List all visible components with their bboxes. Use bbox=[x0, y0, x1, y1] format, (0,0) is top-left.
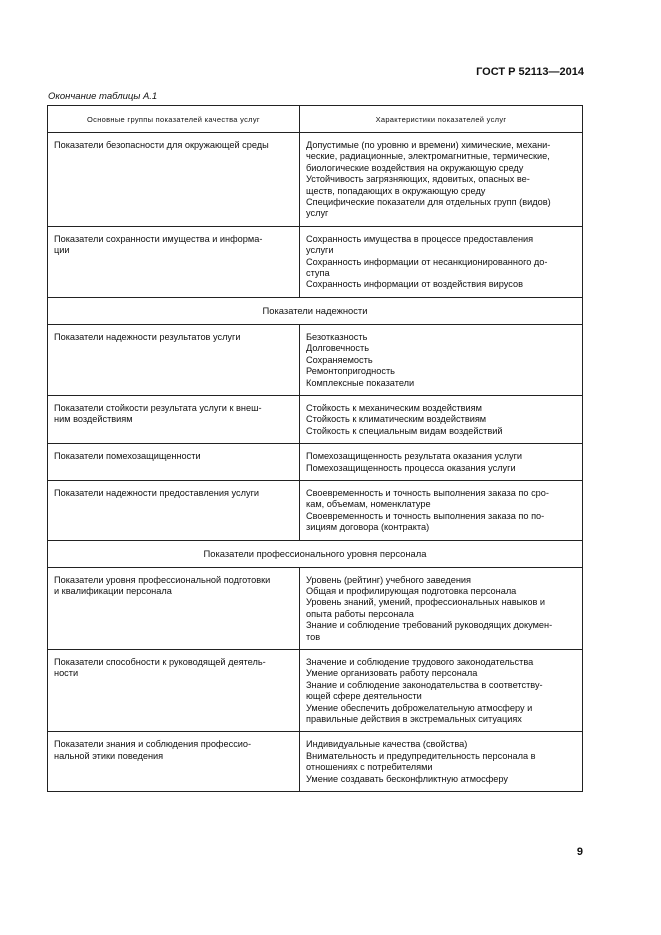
indicator-characteristics-cell bbox=[300, 226, 583, 297]
characteristic-text: зициям договора (контракта) bbox=[306, 522, 430, 533]
indicator-group-text: и квалификации персонала bbox=[54, 585, 172, 596]
indicator-group-cell bbox=[48, 650, 300, 732]
section-title: Показатели профессионального уровня персонала bbox=[48, 540, 583, 567]
characteristic-text: Безотказность bbox=[306, 331, 368, 342]
characteristic-text: Сохранность информации от несанкционированного до- bbox=[306, 256, 548, 267]
characteristic-text: Стойкость к климатическим воздействиям bbox=[306, 414, 487, 425]
characteristic-text: Уровень знаний, умений, профессиональных навыков и bbox=[306, 597, 546, 608]
section-row bbox=[48, 297, 583, 324]
indicator-group-text: Показатели способности к руководящей деятель- bbox=[54, 657, 266, 667]
characteristic-text: Уровень (рейтинг) учебного заведения bbox=[306, 574, 472, 585]
characteristic-text: отношениях с потребителями bbox=[306, 762, 433, 773]
indicator-group-cell bbox=[48, 324, 300, 395]
indicator-group-text: Показатели безопасности для окружающей среды bbox=[54, 140, 269, 150]
table-row bbox=[48, 650, 583, 732]
characteristic-text: Умение организовать работу персонала bbox=[306, 668, 478, 679]
indicator-group-text: нальной этики поведения bbox=[54, 750, 164, 761]
characteristic-text: Внимательность и предупредительность персонала в bbox=[306, 750, 536, 761]
page-number: 9 bbox=[576, 846, 583, 858]
characteristic-text: Знание и соблюдение требований руководящих докумен- bbox=[306, 620, 553, 631]
characteristic-text: биологические воздействия на окружающую среду bbox=[306, 162, 524, 173]
table-row bbox=[48, 133, 583, 227]
characteristic-text: Своевременность и точность выполнения заказа по сро- bbox=[306, 487, 549, 498]
characteristic-text: Ремонтопригодность bbox=[306, 366, 395, 377]
characteristic-text: ющей сфере деятельности bbox=[306, 691, 422, 702]
indicator-group-text: Показатели надежности предоставления услуги bbox=[54, 487, 260, 498]
characteristic-text: Своевременность и точность выполнения заказа по по- bbox=[306, 510, 545, 521]
indicator-characteristics-cell bbox=[300, 732, 583, 792]
characteristic-text: ществ, попадающих в окружающую среду bbox=[306, 185, 486, 196]
characteristic-text: ческие, радиационные, электромагнитные, термические, bbox=[306, 151, 550, 162]
characteristic-text: ступа bbox=[306, 268, 330, 279]
characteristic-text: Знание и соблюдение законодательства в соответству- bbox=[306, 679, 543, 690]
document-standard-number: ГОСТ Р 52113—2014 bbox=[476, 66, 584, 78]
characteristic-text: Помехозащищенность результата оказания услуги bbox=[306, 451, 523, 462]
table-row bbox=[48, 480, 583, 540]
characteristic-text: правильные действия в экстремальных ситуациях bbox=[306, 714, 522, 725]
table-row bbox=[48, 732, 583, 792]
indicator-characteristics-cell bbox=[300, 395, 583, 443]
indicator-group-text: Показатели знания и соблюдения профессио- bbox=[54, 739, 252, 750]
characteristic-text: Долговечность bbox=[306, 343, 369, 354]
characteristic-text: Комплексные показатели bbox=[306, 377, 415, 388]
characteristic-text: Значение и соблюдение трудового законодательства bbox=[306, 657, 534, 667]
header-indicator-characteristics: Характеристики показателей услуг bbox=[300, 106, 583, 133]
table-row bbox=[48, 395, 583, 443]
characteristic-text: Специфические показатели для отдельных групп (видов) bbox=[306, 197, 551, 208]
characteristic-text: услуг bbox=[306, 208, 329, 219]
characteristic-text: Сохраняемость bbox=[306, 354, 373, 365]
indicator-group-cell bbox=[48, 480, 300, 540]
section-row bbox=[48, 540, 583, 567]
indicator-group-text: ним воздействиям bbox=[54, 414, 133, 425]
indicator-group-text: Показатели уровня профессиональной подготовки bbox=[54, 574, 271, 585]
indicator-group-cell bbox=[48, 444, 300, 481]
characteristic-text: тов bbox=[306, 631, 321, 642]
table-body bbox=[48, 133, 583, 792]
indicator-characteristics-cell bbox=[300, 480, 583, 540]
table-caption: Окончание таблицы А.1 bbox=[48, 91, 158, 102]
indicator-group-cell bbox=[48, 226, 300, 297]
section-title: Показатели надежности bbox=[48, 297, 583, 324]
characteristic-text: услуги bbox=[306, 245, 334, 256]
characteristic-text: Индивидуальные качества (свойства) bbox=[306, 739, 468, 750]
indicator-group-text: ности bbox=[54, 668, 79, 679]
characteristic-text: Стойкость к специальным видам воздействий bbox=[306, 425, 503, 436]
table-row bbox=[48, 226, 583, 297]
indicator-characteristics-cell bbox=[300, 567, 583, 649]
indicator-group-text: Показатели надежности результатов услуги bbox=[54, 331, 241, 342]
indicator-characteristics-cell bbox=[300, 133, 583, 227]
characteristic-text: Умение обеспечить доброжелательную атмосферу и bbox=[306, 702, 533, 713]
table-row bbox=[48, 324, 583, 395]
characteristic-text: Сохранность информации от воздействия вирусов bbox=[306, 279, 523, 290]
header-indicator-groups: Основные группы показателей качества услуг bbox=[48, 106, 300, 133]
indicator-characteristics-cell bbox=[300, 650, 583, 732]
characteristic-text: опыта работы персонала bbox=[306, 608, 414, 619]
indicator-characteristics-cell bbox=[300, 444, 583, 481]
indicator-group-text: Показатели стойкости результата услуги к внеш- bbox=[54, 402, 262, 413]
characteristic-text: Допустимые (по уровню и времени) химические, механи- bbox=[306, 140, 551, 150]
characteristic-text: Стойкость к механическим воздействиям bbox=[306, 402, 482, 413]
characteristic-text: Умение создавать бесконфликтную атмосферу bbox=[306, 773, 508, 784]
table-row bbox=[48, 567, 583, 649]
quality-indicators-table bbox=[47, 105, 583, 792]
characteristic-text: Сохранность имущества в процессе предоставления bbox=[306, 233, 534, 244]
indicator-group-text: ции bbox=[54, 245, 70, 256]
indicator-characteristics-cell bbox=[300, 324, 583, 395]
indicator-group-cell bbox=[48, 395, 300, 443]
indicator-group-cell bbox=[48, 567, 300, 649]
characteristic-text: Устойчивость загрязняющих, ядовитых, опасных ве- bbox=[306, 174, 530, 185]
characteristic-text: кам, объемам, номенклатуре bbox=[306, 499, 431, 510]
characteristic-text: Общая и профилирующая подготовка персонала bbox=[306, 585, 517, 596]
table-header-row bbox=[48, 106, 583, 133]
indicator-group-text: Показатели сохранности имущества и информа- bbox=[54, 233, 263, 244]
characteristic-text: Помехозащищенность процесса оказания услуги bbox=[306, 462, 516, 473]
indicator-group-text: Показатели помехозащищенности bbox=[54, 451, 201, 462]
table-row bbox=[48, 444, 583, 481]
indicator-group-cell bbox=[48, 133, 300, 227]
indicator-group-cell bbox=[48, 732, 300, 792]
